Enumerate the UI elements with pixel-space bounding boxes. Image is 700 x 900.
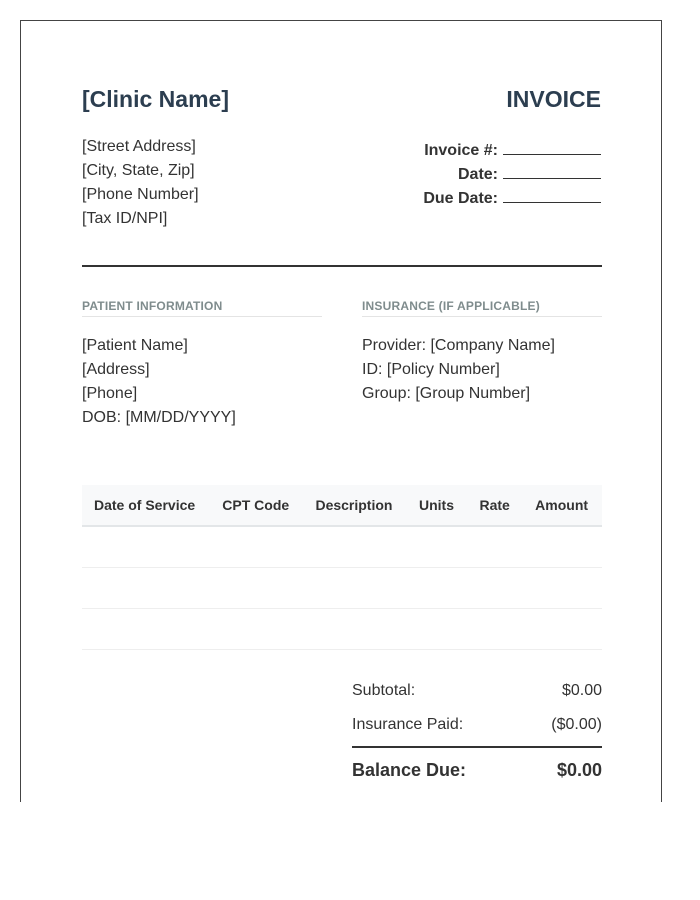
table-cell [82, 567, 602, 608]
clinic-city-state-zip: [City, State, Zip] [82, 162, 195, 179]
patient-name: [Patient Name] [82, 337, 188, 354]
subtotal-value: $0.00 [561, 682, 602, 699]
clinic-phone: [Phone Number] [82, 186, 199, 203]
table-cell [82, 526, 602, 567]
column-header-cpt-code: CPT Code [210, 485, 303, 526]
insurance-paid-label: Insurance Paid: [352, 716, 464, 733]
clinic-tax-id: [Tax ID/NPI] [82, 210, 168, 227]
insurance-section-title: INSURANCE (IF APPLICABLE) [362, 299, 602, 317]
totals-block [352, 682, 602, 781]
table-row [82, 567, 602, 608]
invoice-date-row [423, 163, 601, 187]
table-header-row [82, 485, 602, 526]
due-date-row [423, 187, 601, 211]
insurance-group: Group: [Group Number] [362, 385, 531, 402]
column-header-rate: Rate [467, 485, 523, 526]
patient-phone: [Phone] [82, 385, 138, 402]
insurance-section [362, 299, 602, 406]
insurance-paid-value: ($0.00) [551, 716, 602, 733]
patient-address: [Address] [82, 361, 150, 378]
clinic-street-address: [Street Address] [82, 138, 196, 155]
invoice-meta [423, 139, 601, 211]
balance-due-label: Balance Due: [352, 760, 467, 780]
table-row [82, 526, 602, 567]
insurance-provider: Provider: [Company Name] [362, 337, 555, 354]
balance-due-value: $0.00 [556, 760, 602, 780]
invoice-title: INVOICE [506, 86, 601, 112]
invoice-number-field[interactable] [503, 139, 601, 155]
invoice-number-label: Invoice #: [424, 142, 498, 159]
table-row [82, 608, 602, 649]
subtotal-row [352, 682, 602, 716]
totals-divider [352, 746, 602, 748]
header-divider [82, 265, 602, 267]
column-header-date-of-service: Date of Service [82, 485, 210, 526]
invoice-page [20, 20, 662, 802]
subtotal-label: Subtotal: [352, 682, 416, 699]
table-cell [82, 608, 602, 649]
invoice-number-row [423, 139, 601, 163]
column-header-units: Units [407, 485, 467, 526]
clinic-name: [Clinic Name] [82, 86, 229, 112]
patient-section-title: PATIENT INFORMATION [82, 299, 322, 317]
patient-dob: DOB: [MM/DD/YYYY] [82, 409, 236, 426]
column-header-amount: Amount [523, 485, 602, 526]
due-date-field[interactable] [503, 187, 601, 203]
balance-due-row [352, 760, 602, 781]
due-date-label: Due Date: [423, 190, 498, 207]
invoice-date-field[interactable] [503, 163, 601, 179]
service-items-table [82, 485, 602, 650]
patient-information-section [82, 299, 322, 430]
invoice-date-label: Date: [457, 166, 498, 183]
patient-details [82, 334, 322, 430]
insurance-paid-row [352, 716, 602, 750]
insurance-details [362, 334, 602, 406]
clinic-address-block [82, 135, 199, 231]
insurance-policy-id: ID: [Policy Number] [362, 361, 500, 378]
column-header-description: Description [303, 485, 407, 526]
